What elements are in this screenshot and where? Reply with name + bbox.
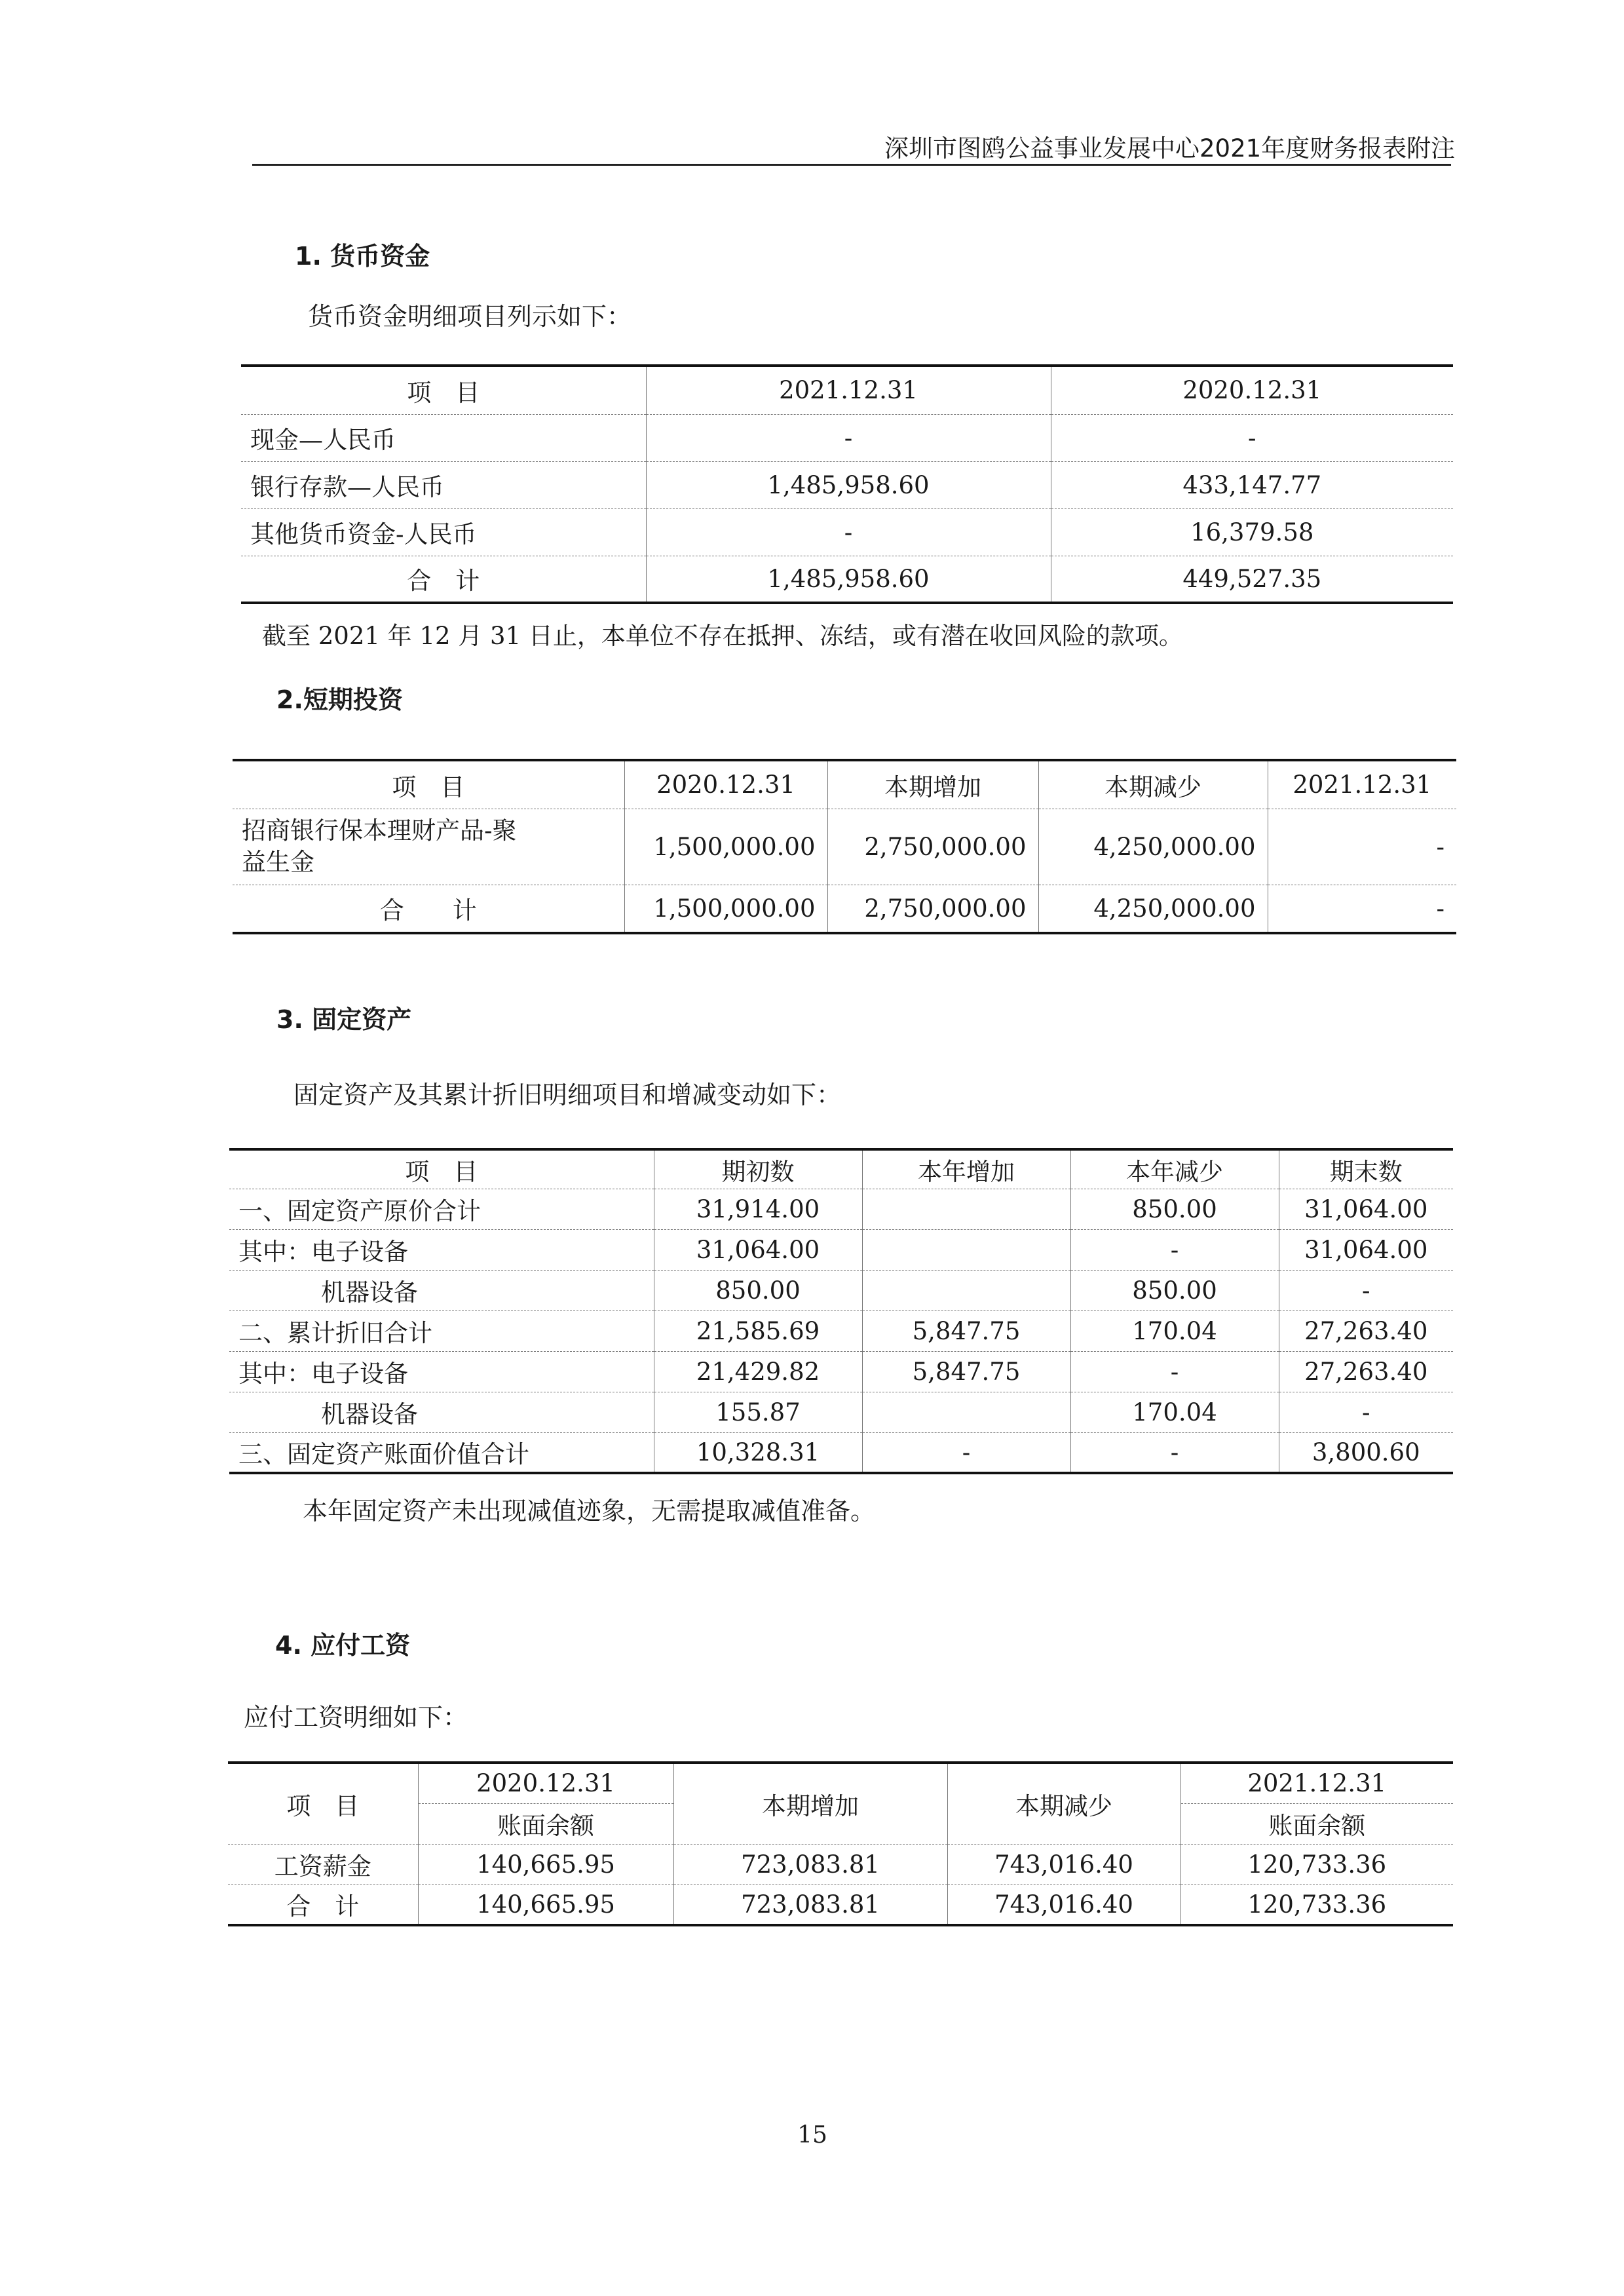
section-1-intro: 货币资金明细项目列示如下：	[308, 302, 632, 331]
table-total-row	[228, 1885, 1453, 1925]
cell-value: 170.04	[1070, 1392, 1279, 1432]
cell-value: 1,500,000.00	[624, 885, 827, 933]
table-row	[241, 414, 1453, 461]
cell-value: 1,485,958.60	[646, 461, 1051, 508]
row-label: 银行存款—人民币	[241, 461, 646, 508]
section-2-heading: 2.短期投资	[276, 685, 403, 714]
cell-value: -	[862, 1432, 1070, 1473]
cell-value: 1,485,958.60	[646, 556, 1051, 603]
cell-value: 3,800.60	[1279, 1432, 1453, 1473]
table-row	[228, 1844, 1453, 1885]
cell-value: 2,750,000.00	[827, 809, 1038, 885]
col-header: 2021.12.31	[1180, 1763, 1453, 1803]
col-header: 本期减少	[1038, 760, 1268, 809]
col-subheader: 账面余额	[418, 1803, 673, 1844]
cell-value: 140,665.95	[418, 1844, 673, 1885]
col-header: 项 目	[233, 760, 624, 809]
cell-value: 723,083.81	[673, 1844, 947, 1885]
header-rule	[252, 164, 1451, 166]
cell-value: -	[1268, 885, 1456, 933]
cell-value: 27,263.40	[1279, 1311, 1453, 1351]
cell-value: 140,665.95	[418, 1885, 673, 1925]
cell-value: 120,733.36	[1180, 1844, 1453, 1885]
cell-value	[862, 1229, 1070, 1270]
table-total-row	[233, 885, 1456, 933]
cell-value: -	[1268, 809, 1456, 885]
cell-value: -	[1070, 1351, 1279, 1392]
cell-value: 155.87	[654, 1392, 862, 1432]
cell-value: -	[646, 414, 1051, 461]
row-label: 合 计	[379, 896, 477, 925]
page-number: 15	[797, 2122, 827, 2149]
col-header: 期末数	[1279, 1149, 1453, 1189]
col-header: 本年减少	[1070, 1149, 1279, 1189]
page-header-title: 深圳市图鸥公益事业发展中心2021年度财务报表附注	[884, 134, 1456, 163]
col-header: 2021.12.31	[646, 366, 1051, 414]
cell-value: 1,500,000.00	[624, 809, 827, 885]
row-label: 机器设备	[229, 1270, 654, 1311]
cell-value: -	[1070, 1432, 1279, 1473]
row-label: 其中：电子设备	[229, 1229, 654, 1270]
short-term-investment-table	[233, 759, 1456, 934]
table-header-row	[241, 366, 1453, 414]
cell-value: 743,016.40	[947, 1885, 1180, 1925]
table-row	[233, 809, 1456, 885]
cell-value: 850.00	[654, 1270, 862, 1311]
table-row	[229, 1392, 1453, 1432]
table-row	[229, 1270, 1453, 1311]
col-header: 本年增加	[862, 1149, 1070, 1189]
row-label: 合 计	[407, 567, 480, 596]
cell-value: 449,527.35	[1051, 556, 1453, 603]
table-total-row	[229, 1432, 1453, 1473]
row-label: 二、累计折旧合计	[229, 1311, 654, 1351]
cell-value: 433,147.77	[1051, 461, 1453, 508]
cell-value: -	[1279, 1270, 1453, 1311]
table-row	[241, 461, 1453, 508]
cell-value: 850.00	[1070, 1189, 1279, 1229]
payroll-table	[228, 1761, 1453, 1926]
col-header: 2020.12.31	[418, 1763, 673, 1803]
col-header: 期初数	[654, 1149, 862, 1189]
col-header: 项 目	[229, 1149, 654, 1189]
row-label: 其中：电子设备	[229, 1351, 654, 1392]
col-header: 2020.12.31	[1051, 366, 1453, 414]
section-3-intro: 固定资产及其累计折旧明细项目和增减变动如下：	[293, 1081, 842, 1109]
row-label: 现金—人民币	[241, 414, 646, 461]
section-1-heading: 1. 货币资金	[295, 242, 430, 271]
cell-value: 16,379.58	[1051, 508, 1453, 556]
row-label: 招商银行保本理财产品-聚 益生金	[233, 809, 624, 885]
cell-value: 850.00	[1070, 1270, 1279, 1311]
cell-value: 21,585.69	[654, 1311, 862, 1351]
cell-value	[862, 1392, 1070, 1432]
col-header: 本期减少	[947, 1763, 1180, 1844]
col-header: 2020.12.31	[624, 760, 827, 809]
section-1-note: 截至 2021 年 12 月 31 日止，本单位不存在抵押、冻结，或有潜在收回风险的款项。	[262, 622, 1183, 650]
fixed-assets-table	[229, 1148, 1453, 1474]
cell-value: 27,263.40	[1279, 1351, 1453, 1392]
row-label: 合 计	[286, 1892, 360, 1921]
table-header-row	[233, 760, 1456, 809]
col-subheader: 账面余额	[1180, 1803, 1453, 1844]
cash-table	[241, 364, 1453, 604]
cell-value: 120,733.36	[1180, 1885, 1453, 1925]
row-label: 机器设备	[229, 1392, 654, 1432]
cell-value: -	[1070, 1229, 1279, 1270]
cell-value: 10,328.31	[654, 1432, 862, 1473]
col-header: 项 目	[241, 366, 646, 414]
row-label: 三、固定资产账面价值合计	[238, 1440, 529, 1469]
section-4-heading: 4. 应付工资	[275, 1631, 411, 1660]
section-4-intro: 应付工资明细如下：	[244, 1703, 468, 1732]
cell-value	[862, 1270, 1070, 1311]
table-header-row	[229, 1149, 1453, 1189]
cell-value: -	[1051, 414, 1453, 461]
cell-value: 2,750,000.00	[827, 885, 1038, 933]
cell-value: 31,064.00	[1279, 1189, 1453, 1229]
col-header: 项 目	[228, 1763, 418, 1844]
cell-value: 31,914.00	[654, 1189, 862, 1229]
table-header-row	[228, 1763, 1453, 1803]
cell-value: -	[1279, 1392, 1453, 1432]
table-row	[229, 1311, 1453, 1351]
cell-value: 170.04	[1070, 1311, 1279, 1351]
cell-value: 31,064.00	[1279, 1229, 1453, 1270]
cell-value	[862, 1189, 1070, 1229]
cell-value: 743,016.40	[947, 1844, 1180, 1885]
col-header: 2021.12.31	[1268, 760, 1456, 809]
table-total-row	[241, 556, 1453, 603]
col-header: 本期增加	[827, 760, 1038, 809]
cell-value: 723,083.81	[673, 1885, 947, 1925]
row-label: 工资薪金	[228, 1844, 418, 1885]
cell-value: 5,847.75	[862, 1351, 1070, 1392]
table-row	[229, 1189, 1453, 1229]
cell-value: 21,429.82	[654, 1351, 862, 1392]
cell-value: -	[646, 508, 1051, 556]
cell-value: 5,847.75	[862, 1311, 1070, 1351]
table-row	[241, 508, 1453, 556]
cell-value: 4,250,000.00	[1038, 885, 1268, 933]
cell-value: 31,064.00	[654, 1229, 862, 1270]
section-3-heading: 3. 固定资产	[276, 1005, 412, 1034]
section-3-note: 本年固定资产未出现减值迹象，无需提取减值准备。	[303, 1497, 876, 1525]
row-label: 一、固定资产原价合计	[229, 1189, 654, 1229]
table-row	[229, 1351, 1453, 1392]
cell-value: 4,250,000.00	[1038, 809, 1268, 885]
table-row	[229, 1229, 1453, 1270]
col-header: 本期增加	[673, 1763, 947, 1844]
row-label: 其他货币资金-人民币	[241, 508, 646, 556]
